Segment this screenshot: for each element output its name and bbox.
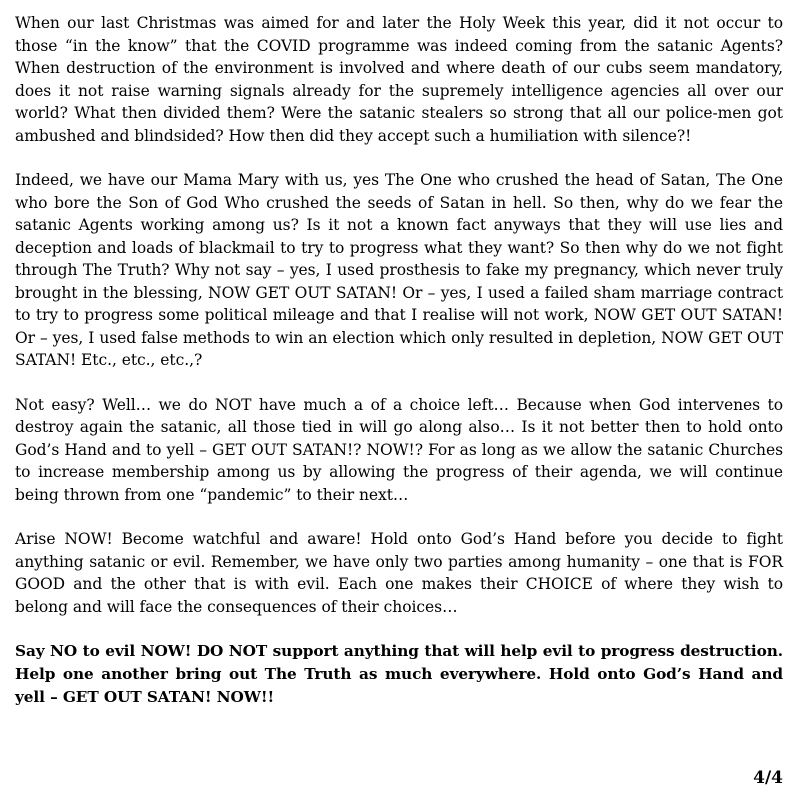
paragraph-3: Not easy? Well… we do NOT have much a of a choice left… Because when God intervenes to destroy again the satanic, all those tied in will go along also… Is it not better then to hold onto God’s Hand and to yell – GET OUT SATAN!? NOW!? For as long as we allow the satanic Churches to increase membership among us by allowing the progress of their agenda, we will continue being thrown from one “pandemic” to their next… [15,395,783,504]
paragraph-2: Indeed, we have our Mama Mary with us, yes The One who crushed the head of Satan, The One who bore the Son of God Who crushed the seeds of Satan in hell. So then, why do we fear the satanic Agents working among us? Is it not a known fact anyways that they will use lies and deception and loads of blackmail to try to progress what they want? So then why do we not fight through The Truth? Why not say – yes, I used prosthesis to fake my pregnancy, which never truly brought in the blessing, NOW GET OUT SATAN! Or – yes, I used a failed sham marriage contract to try to progress some political mileage and that I realise will not work, NOW GET OUT SATAN! Or – yes, I used false methods to win an election which only resulted in depletion, NOW GET OUT SATAN! Etc., etc., etc.,? [15,171,783,369]
page-number: 4/4 [753,768,783,788]
paragraph-4: Arise NOW! Become watchful and aware! Hold onto God’s Hand before you decide to fight anything satanic or evil. Remember, we have only two parties among humanity – one that is FOR GOOD and the other that is with evil. Each one makes their CHOICE of where they wish to belong and will face the consequences of their choices… [15,530,783,616]
closing-bold-paragraph: Say NO to evil NOW! DO NOT support anything that will help evil to progress destruction. Help one another bring out The Truth as much everywhere. Hold onto God’s Hand and yell – GET OUT SATAN! NOW!! [15,642,783,706]
paragraph-1: When our last Christmas was aimed for and later the Holy Week this year, did it not occur to those “in the know” that the COVID programme was indeed coming from the satanic Agents? When destruction of the environment is involved and where death of our cubs seem mandatory, does it not raise warning signals already for the supremely intelligence agencies all over our world? What then divided them? Were the satanic stealers so strong that all our police-men got ambushed and blindsided? How then did they accept such a humiliation with silence?! [15,14,783,145]
document-page [15,12,783,709]
